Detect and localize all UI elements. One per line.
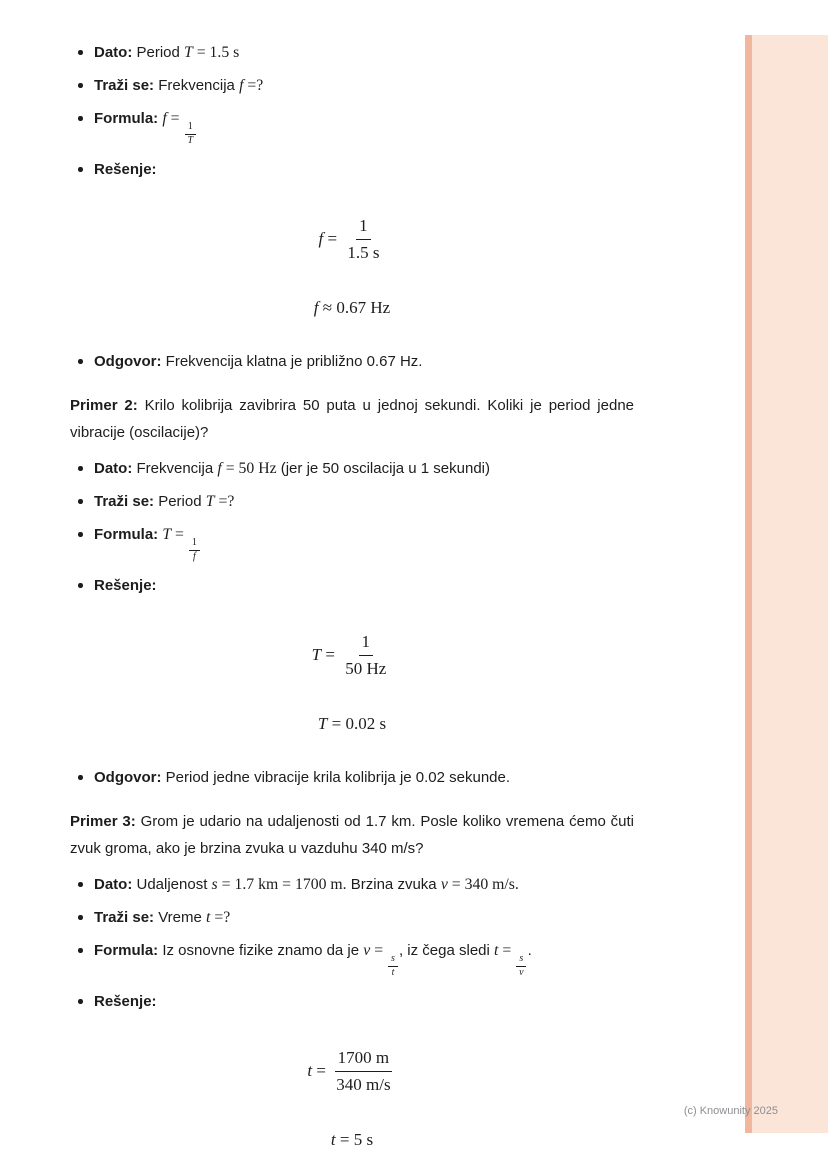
text-run: Period (132, 44, 185, 61)
bullet-marker (70, 75, 94, 96)
bullet-item (70, 42, 634, 63)
math-variable: v (440, 876, 448, 893)
bullet-text (94, 351, 634, 372)
bullet-marker (70, 524, 94, 563)
math-variable: T (162, 526, 172, 543)
fraction-numerator: 1 (185, 121, 196, 135)
fraction (388, 953, 398, 979)
text-run: Frekvencija (132, 460, 218, 477)
fraction-numerator: s (516, 953, 526, 967)
bullet-item (70, 907, 634, 928)
bullet-text (94, 991, 634, 1012)
fraction (185, 121, 197, 147)
bullet-marker (70, 991, 94, 1012)
fraction-denominator: 1.5 s (347, 242, 380, 262)
label-bold: Formula: (94, 526, 159, 543)
label-bold: Dato: (94, 460, 133, 477)
math-text: ≈ 0.67 Hz (318, 298, 391, 317)
math-text: =? (210, 909, 231, 926)
label-bold: Formula: (94, 110, 159, 127)
bullet-item (70, 108, 634, 147)
label-bold: Dato: (94, 876, 133, 893)
text-run: Krilo kolibrija zavibrira 50 puta u jednoj sekundi. Koliki je period jedne vibracije (oscilacije)? (70, 397, 634, 441)
label-bold: Traži se: (94, 493, 155, 510)
math-text: = 50 Hz (221, 460, 277, 477)
fraction (342, 629, 389, 681)
bullet-text (94, 75, 634, 96)
decorative-stripe (745, 35, 828, 1133)
math-variable: T (205, 493, 215, 510)
label-bold: Rešenje: (94, 993, 157, 1010)
bullet-marker (70, 874, 94, 895)
bullet-item (70, 575, 634, 596)
fraction (189, 537, 200, 563)
fraction (516, 953, 526, 979)
fraction (333, 1045, 393, 1097)
math-text: = 5 s (335, 1130, 374, 1149)
math-variable: T (311, 645, 322, 664)
label-bold: Odgovor: (94, 353, 162, 370)
bullet-item (70, 75, 634, 96)
math-text: = (370, 942, 388, 959)
text-run: (jer je 50 oscilacija u 1 sekundi) (276, 460, 490, 477)
math-text: = 0.02 s (327, 714, 387, 733)
math-text: = 1.5 s (192, 44, 240, 61)
label-bold: Dato: (94, 44, 133, 61)
label-bold: Primer 2: (70, 397, 138, 414)
bullet-item (70, 874, 634, 895)
bullet-text (94, 159, 634, 180)
decorative-stripe-edge (745, 35, 752, 1133)
bullet-item (70, 351, 634, 372)
bullet-text (94, 458, 634, 479)
display-equation (70, 714, 634, 734)
bullet-text (94, 108, 634, 147)
bullet-item (70, 159, 634, 180)
paragraph (70, 392, 634, 446)
document-content (70, 30, 634, 1171)
math-variable: T (184, 44, 193, 61)
text-run: Vreme (154, 909, 206, 926)
math-variable: t (307, 1061, 313, 1080)
math-text: = (171, 526, 188, 543)
fraction-denominator: v (519, 966, 524, 978)
fraction-numerator: s (388, 953, 398, 967)
display-equation (70, 213, 634, 265)
label-bold: Traži se: (94, 77, 155, 94)
bullet-marker (70, 491, 94, 512)
fraction-numerator: 1 (359, 629, 374, 656)
math-text: =? (243, 77, 264, 94)
math-variable: t (206, 909, 211, 926)
text-run: Brzina zvuka (346, 876, 441, 893)
math-text: = (323, 229, 342, 248)
bullet-text (94, 42, 634, 63)
math-variable: t (330, 1130, 336, 1149)
bullet-marker (70, 907, 94, 928)
text-run: . (527, 942, 532, 959)
bullet-text (94, 907, 634, 928)
math-variable: t (494, 942, 499, 959)
bullet-text (94, 940, 634, 979)
fraction-denominator: T (187, 134, 194, 146)
math-text: = 340 m/s. (447, 876, 519, 893)
fraction-numerator: 1700 m (335, 1045, 392, 1072)
label-bold: Formula: (94, 942, 159, 959)
math-text: = (166, 110, 184, 127)
bullet-marker (70, 458, 94, 479)
math-variable: v (363, 942, 371, 959)
fraction-denominator: 50 Hz (345, 658, 387, 678)
fraction (344, 213, 382, 265)
watermark: (c) Knowunity 2025 (683, 1105, 778, 1117)
bullet-item (70, 491, 634, 512)
text-run: Period jedne vibracije krila kolibrija je 0.02 sekunde. (161, 769, 511, 786)
bullet-item (70, 458, 634, 479)
bullet-text (94, 524, 634, 563)
bullet-marker (70, 767, 94, 788)
bullet-marker (70, 42, 94, 63)
bullet-marker (70, 351, 94, 372)
label-bold: Rešenje: (94, 577, 157, 594)
label-bold: Primer 3: (70, 813, 136, 830)
bullet-marker (70, 940, 94, 979)
bullet-item (70, 767, 634, 788)
bullet-item (70, 940, 634, 979)
display-equation (70, 1045, 634, 1097)
display-equation (70, 298, 634, 318)
bullet-item (70, 524, 634, 563)
math-text: = (498, 942, 516, 959)
fraction-denominator: t (391, 966, 395, 978)
label-bold: Odgovor: (94, 769, 162, 786)
math-text: =? (214, 493, 235, 510)
math-variable: f (318, 229, 324, 248)
bullet-marker (70, 159, 94, 180)
bullet-marker (70, 108, 94, 147)
math-variable: f (313, 298, 319, 317)
math-variable: f (217, 460, 222, 477)
text-run: Grom je udario na udaljenosti od 1.7 km. Posle koliko vremena ćemo čuti zvuk groma, ako je brzina zvuka u vazduhu 340 m/s? (70, 813, 634, 857)
math-text: = (312, 1061, 331, 1080)
paragraph (70, 808, 634, 862)
bullet-text (94, 491, 634, 512)
bullet-text (94, 767, 634, 788)
text-run: Iz osnovne fizike znamo da je (158, 942, 364, 959)
fraction-denominator: 340 m/s (336, 1074, 391, 1094)
math-variable: f (239, 77, 244, 94)
label-bold: Traži se: (94, 909, 155, 926)
label-bold: Rešenje: (94, 161, 157, 178)
display-equation (70, 629, 634, 681)
math-variable: f (162, 110, 167, 127)
text-run: Frekvencija klatna je približno 0.67 Hz. (161, 353, 423, 370)
text-run: Frekvencija (154, 77, 240, 94)
math-text: = (321, 645, 340, 664)
bullet-text (94, 874, 634, 895)
text-run: , iz čega sledi (398, 942, 494, 959)
bullet-text (94, 575, 634, 596)
math-text: = 1.7 km = 1700 m. (217, 876, 347, 893)
text-run: Udaljenost (132, 876, 212, 893)
math-variable: s (211, 876, 218, 893)
fraction-numerator: 1 (356, 213, 371, 240)
bullet-marker (70, 575, 94, 596)
display-equation (70, 1130, 634, 1150)
bullet-item (70, 991, 634, 1012)
fraction-denominator: f (192, 550, 196, 562)
fraction-numerator: 1 (189, 537, 200, 551)
math-variable: T (317, 714, 328, 733)
text-run: Period (154, 493, 206, 510)
